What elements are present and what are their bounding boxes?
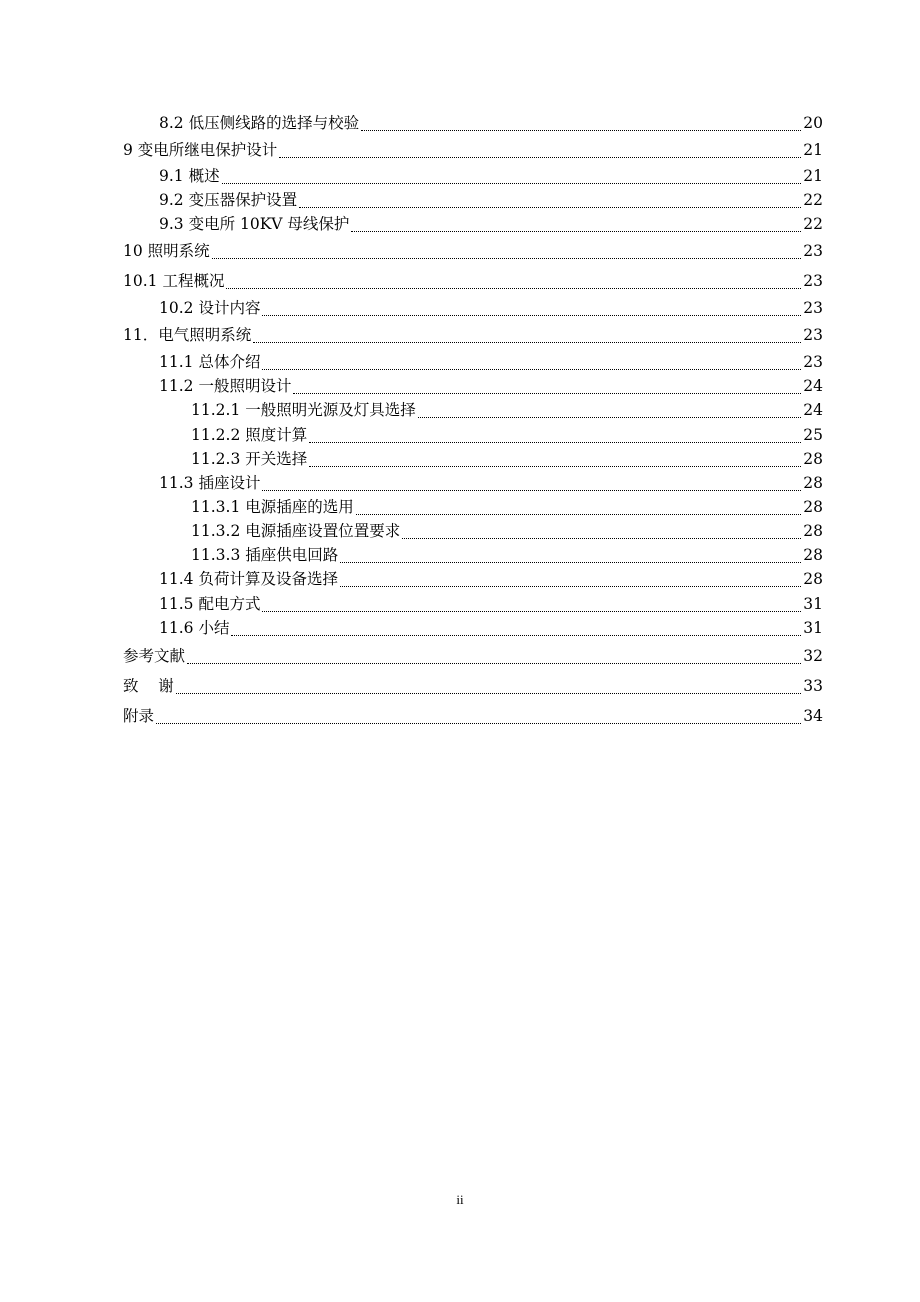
toc-dot-leader: [299, 193, 801, 208]
toc-entry-page: 21: [803, 141, 823, 159]
toc-entry-title: 11.2 一般照明设计: [159, 377, 292, 395]
toc-entry[interactable]: [123, 645, 823, 667]
toc-entry[interactable]: [191, 424, 823, 446]
toc-entry-page: 32: [803, 647, 823, 665]
toc-dot-leader: [226, 274, 801, 289]
toc-entry-title: 9.3 变电所 10KV 母线保护: [159, 215, 350, 233]
toc-dot-leader: [222, 169, 802, 184]
toc-entry-page: 22: [803, 191, 823, 209]
toc-entry-title: 致 谢: [123, 677, 174, 695]
toc-entry[interactable]: [159, 617, 823, 639]
toc-dot-leader: [262, 301, 801, 316]
toc-entry-page: 22: [803, 215, 823, 233]
toc-dot-leader: [309, 452, 801, 467]
toc-entry-title: 11．电气照明系统: [123, 326, 252, 344]
toc-entry-title: 11.3 插座设计: [159, 474, 261, 492]
toc-entry[interactable]: [159, 213, 823, 235]
toc-entry-title: 9.1 概述: [159, 167, 220, 185]
toc-entry-title: 8.2 低压侧线路的选择与校验: [159, 114, 360, 132]
toc-dot-leader: [402, 524, 801, 539]
toc-entry[interactable]: [123, 240, 823, 262]
toc-dot-leader: [176, 679, 802, 694]
toc-entry[interactable]: [123, 270, 823, 292]
toc-entry-page: 21: [803, 167, 823, 185]
toc-entry[interactable]: [159, 297, 823, 319]
toc-entry-title: 9.2 变压器保护设置: [159, 191, 298, 209]
toc-dot-leader: [293, 379, 801, 394]
toc-entry-page: 23: [803, 242, 823, 260]
toc-dot-leader: [262, 476, 801, 491]
toc-entry-page: 33: [803, 677, 823, 695]
toc-entry[interactable]: [159, 165, 823, 187]
toc-entry-title: 11.2.2 照度计算: [191, 426, 308, 444]
toc-dot-leader: [351, 217, 801, 232]
toc-entry-page: 23: [803, 353, 823, 371]
toc-dot-leader: [262, 355, 801, 370]
toc-entry-page: 24: [803, 377, 823, 395]
toc-entry[interactable]: [191, 544, 823, 566]
toc-dot-leader: [187, 649, 801, 664]
toc-entry-page: 23: [803, 326, 823, 344]
toc-entry-title: 11.6 小结: [159, 619, 230, 637]
toc-dot-leader: [418, 403, 802, 418]
toc-dot-leader: [340, 572, 801, 587]
toc-entry-title: 10 照明系统: [123, 242, 210, 260]
toc-dot-leader: [262, 597, 801, 612]
toc-entry-title: 11.2.1 一般照明光源及灯具选择: [191, 401, 416, 419]
toc-entry[interactable]: [123, 324, 823, 346]
toc-entry-title: 11.4 负荷计算及设备选择: [159, 570, 338, 588]
toc-entry-title: 附录: [123, 707, 155, 725]
toc-entry-title: 11.3.2 电源插座设置位置要求: [191, 522, 401, 540]
toc-dot-leader: [231, 621, 801, 636]
toc-entry-page: 28: [803, 570, 823, 588]
toc-dot-leader: [212, 244, 802, 259]
toc-dot-leader: [253, 328, 801, 343]
toc-entry[interactable]: [191, 448, 823, 470]
toc-entry-page: 24: [803, 401, 823, 419]
toc-dot-leader: [309, 428, 801, 443]
toc-entry-page: 31: [803, 619, 823, 637]
toc-entry[interactable]: [159, 568, 823, 590]
toc-entry-title: 11.5 配电方式: [159, 595, 261, 613]
toc-entry[interactable]: [159, 375, 823, 397]
toc-entry[interactable]: [123, 675, 823, 697]
toc-entry-title: 9 变电所继电保护设计: [123, 141, 278, 159]
toc-dot-leader: [361, 116, 801, 131]
toc-entry-page: 28: [803, 450, 823, 468]
toc-entry-title: 11.3.3 插座供电回路: [191, 546, 339, 564]
toc-entry-page: 31: [803, 595, 823, 613]
toc-entry-title: 参考文献: [123, 647, 186, 665]
toc-entry[interactable]: [123, 139, 823, 161]
toc-entry-page: 34: [803, 707, 823, 725]
toc-entry-title: 11.1 总体介绍: [159, 353, 261, 371]
toc-entry[interactable]: [159, 112, 823, 134]
toc-entry[interactable]: [159, 351, 823, 373]
toc-entry-page: 28: [803, 546, 823, 564]
toc-entry-title: 10.1 工程概况: [123, 272, 225, 290]
toc-entry-title: 10.2 设计内容: [159, 299, 261, 317]
toc-entry[interactable]: [191, 399, 823, 421]
toc-entry[interactable]: [191, 496, 823, 518]
toc-entry[interactable]: [159, 189, 823, 211]
toc-entry[interactable]: [159, 593, 823, 615]
toc-entry-page: 25: [803, 426, 823, 444]
toc-entry-title: 11.3.1 电源插座的选用: [191, 498, 354, 516]
toc-entry-title: 11.2.3 开关选择: [191, 450, 308, 468]
toc-entry-page: 23: [803, 299, 823, 317]
toc-entry-page: 23: [803, 272, 823, 290]
toc-entry-page: 28: [803, 474, 823, 492]
toc-dot-leader: [156, 709, 801, 724]
toc-entry[interactable]: [191, 520, 823, 542]
toc-dot-leader: [356, 500, 802, 515]
toc-dot-leader: [279, 143, 801, 158]
toc-entry[interactable]: [123, 705, 823, 727]
toc-entry-page: 20: [803, 114, 823, 132]
page-number: ii: [456, 1192, 464, 1207]
toc-entry[interactable]: [159, 472, 823, 494]
toc-dot-leader: [340, 548, 801, 563]
toc-entry-page: 28: [803, 522, 823, 540]
toc-entry-page: 28: [803, 498, 823, 516]
